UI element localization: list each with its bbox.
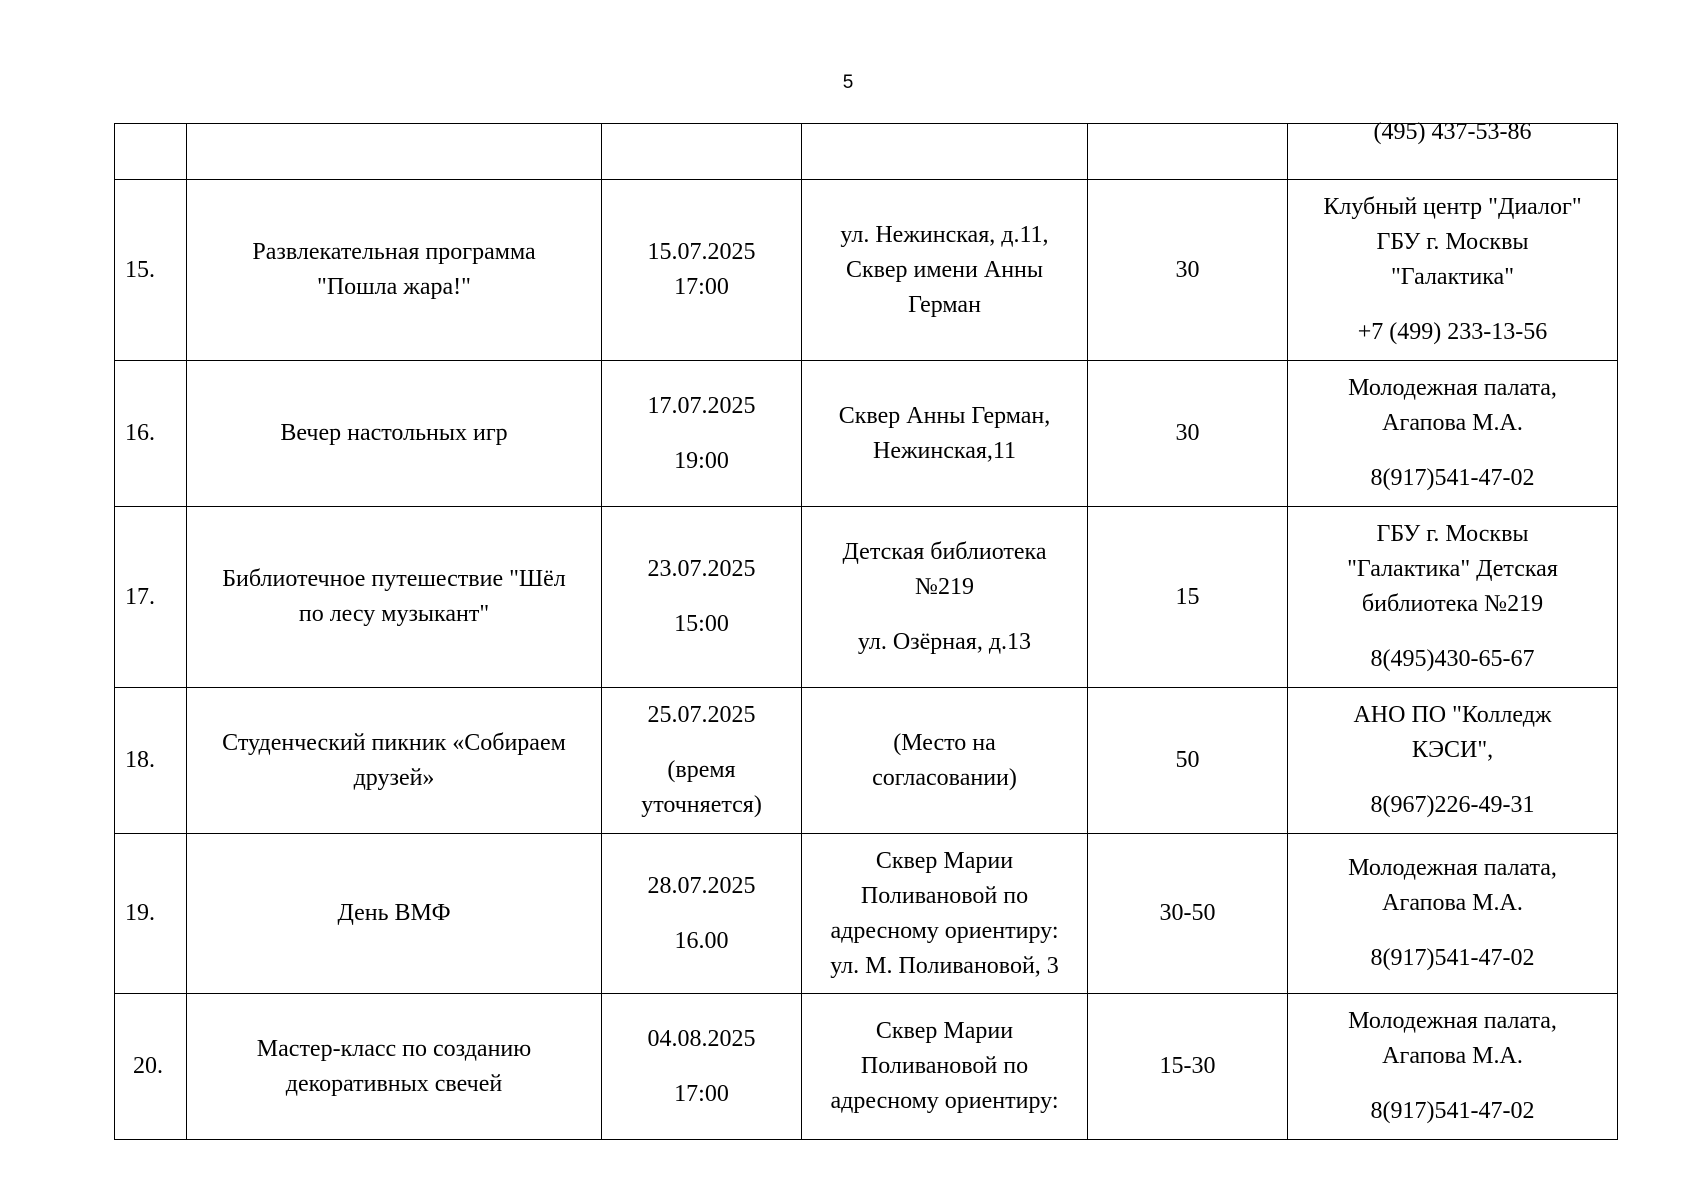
place-line: (Место на (893, 729, 996, 756)
place-cell (802, 180, 1088, 361)
place-cell (802, 834, 1088, 994)
participants-cell: 15-30 (1088, 994, 1288, 1140)
event-cell (187, 834, 602, 994)
table-row (115, 180, 1618, 361)
event-cell (187, 688, 602, 834)
datetime-cell (602, 124, 802, 180)
organizer-phone: 8(917)541-47-02 (1370, 945, 1535, 971)
table-row (115, 994, 1618, 1140)
events-table (114, 119, 1618, 1140)
organizer-line: Клубный центр "Диалог" (1323, 194, 1582, 220)
organizer-line: Агапова М.А. (1382, 890, 1523, 916)
row-number-cell: 15. (115, 180, 187, 361)
organizer-line: Агапова М.А. (1382, 1043, 1523, 1069)
page-number: 5 (842, 72, 854, 93)
row-number-cell (115, 124, 187, 180)
participants-cell: 30-50 (1088, 834, 1288, 994)
organizer-phone: 8(917)541-47-02 (1370, 465, 1535, 491)
organizer-line: ГБУ г. Москвы (1376, 521, 1529, 547)
place-line: Сквер Марии (875, 847, 1014, 874)
datetime-cell (602, 361, 802, 507)
row-number-cell: 19. (115, 834, 187, 994)
event-line: Мастер-класс по созданию (256, 1035, 532, 1062)
event-time: 16.00 (674, 927, 729, 954)
place-line: Сквер Анны Герман, (838, 402, 1051, 429)
datetime-cell (602, 688, 802, 834)
table-row (115, 688, 1618, 834)
table-row (115, 507, 1618, 688)
organizer-phone: (495) 437-53-86 (1373, 119, 1532, 145)
organizer-phone: +7 (499) 233-13-56 (1357, 319, 1548, 345)
organizer-cell (1288, 119, 1618, 180)
organizer-phone: 8(967)226-49-31 (1370, 792, 1535, 818)
organizer-line: ГБУ г. Москвы (1376, 229, 1529, 255)
place-cell (802, 124, 1088, 180)
place-line: Детская библиотека (842, 538, 1047, 565)
place-cell (802, 507, 1088, 688)
organizer-cell (1288, 834, 1618, 994)
event-line: друзей» (353, 764, 435, 791)
place-line: согласовании) (872, 764, 1017, 791)
organizer-line: АНО ПО "Колледж (1353, 702, 1552, 728)
organizer-line: Молодежная палата, (1348, 1008, 1557, 1034)
event-time: (время (667, 757, 736, 783)
event-line: Студенческий пикник «Собираем (222, 729, 566, 756)
organizer-line: Молодежная палата, (1348, 855, 1557, 881)
event-time: 17:00 (674, 1080, 729, 1107)
table-row (115, 361, 1618, 507)
table-row (115, 124, 1618, 180)
table-row (115, 834, 1618, 994)
place-line: адресному ориентиру: (830, 1088, 1059, 1114)
organizer-cell (1288, 507, 1618, 688)
event-line: Вечер настольных игр (280, 420, 508, 446)
event-line: по лесу музыкант" (298, 601, 490, 627)
event-time: 17:00 (674, 274, 729, 300)
event-cell (187, 361, 602, 507)
organizer-cell (1288, 180, 1618, 361)
datetime-cell (602, 180, 802, 361)
organizer-line: библиотека №219 (1361, 591, 1544, 617)
event-cell (187, 507, 602, 688)
organizer-phone: 8(495)430-65-67 (1370, 646, 1535, 672)
place-line: адресному ориентиру: (830, 917, 1059, 944)
row-number-cell: 18. (115, 688, 187, 834)
place-line: Поливановой по (860, 1053, 1029, 1079)
place-cell (802, 994, 1088, 1140)
place-line: Сквер Марии (875, 1018, 1014, 1044)
place-line: Поливановой по (860, 882, 1029, 909)
place-line: Сквер имени Анны (845, 256, 1044, 283)
event-line: Библиотечное путешествие "Шёл (222, 566, 566, 592)
row-number-cell: 20. (115, 994, 187, 1140)
participants-cell: 30 (1088, 361, 1288, 507)
event-line: декоративных свечей (285, 1070, 503, 1097)
event-time: 15:00 (674, 611, 729, 637)
organizer-phone: 8(917)541-47-02 (1370, 1098, 1535, 1124)
participants-cell: 30 (1088, 180, 1288, 361)
event-date: 25.07.2025 (647, 702, 756, 728)
event-cell (187, 994, 602, 1140)
datetime-cell (602, 994, 802, 1140)
place-line: ул. М. Поливановой, 3 (830, 952, 1059, 979)
row-number-cell: 16. (115, 361, 187, 507)
participants-cell: 15 (1088, 507, 1288, 688)
place-line: ул. Нежинская, д.11, (840, 221, 1049, 248)
event-date: 23.07.2025 (647, 556, 756, 582)
event-date: 15.07.2025 (647, 239, 756, 265)
organizer-cell (1288, 688, 1618, 834)
place-cell (802, 361, 1088, 507)
event-date: 28.07.2025 (647, 872, 756, 899)
place-line: Нежинская,11 (872, 437, 1016, 464)
event-line: День ВМФ (337, 900, 451, 926)
participants-cell: 50 (1088, 688, 1288, 834)
organizer-line: "Галактика" Детская (1347, 556, 1558, 582)
place-line: ул. Озёрная, д.13 (857, 628, 1032, 655)
event-line: Развлекательная программа (252, 239, 536, 265)
event-date: 04.08.2025 (647, 1025, 756, 1052)
event-cell (187, 124, 602, 180)
datetime-cell (602, 834, 802, 994)
event-time: 19:00 (674, 447, 729, 474)
row-number-cell: 17. (115, 507, 187, 688)
event-date: 17.07.2025 (647, 392, 756, 419)
place-line: Герман (908, 291, 981, 318)
participants-cell (1088, 124, 1288, 180)
place-cell (802, 688, 1088, 834)
event-cell (187, 180, 602, 361)
organizer-line: "Галактика" (1391, 264, 1514, 290)
event-time: уточняется) (641, 792, 762, 818)
place-line: №219 (915, 573, 974, 600)
organizer-cell (1288, 994, 1618, 1140)
organizer-line: Молодежная палата, (1348, 375, 1557, 401)
event-line: "Пошла жара!" (317, 274, 471, 300)
organizer-line: Агапова М.А. (1382, 410, 1523, 436)
datetime-cell (602, 507, 802, 688)
organizer-cell (1288, 361, 1618, 507)
organizer-line: КЭСИ", (1411, 737, 1494, 763)
